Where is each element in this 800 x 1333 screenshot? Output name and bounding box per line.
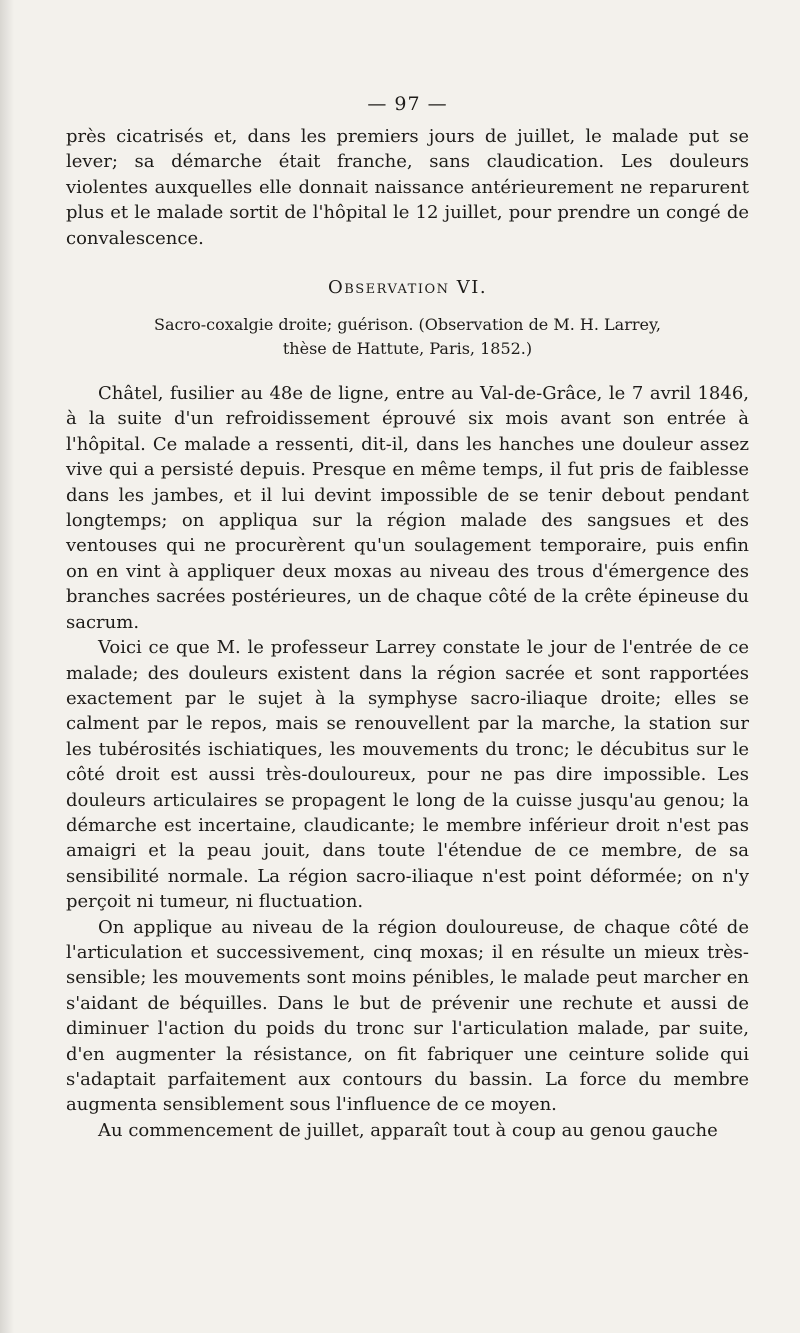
continuation-paragraph: près cicatrisés et, dans les premiers jours de juillet, le malade put se lever; sa démarche était franche, sans claudication. Les douleurs violentes auxquelles elle donnait naissance antérieurement ne reparurent plus et le malade sortit de l'hôpital le 12 juillet, pour prendre un congé de convalescence. bbox=[66, 126, 749, 249]
page-number: — 97 — bbox=[367, 93, 448, 115]
body-paragraph: Voici ce que M. le professeur Larrey constate le jour de l'entrée de ce malade; des douleurs existent dans la région sacrée et sont rapportées exactement par le sujet à la symphyse sacro-iliaque droite; elles se calment par le repos, mais se renouvellent par la marche, la station sur les tubérosités ischiatiques, les mouvements du tronc; le décubitus sur le côté droit est aussi très-douloureux, pour ne pas dire impossible. Les douleurs articulaires se propagent le long de la cuisse jusqu'au genou; la démarche est incertaine, claudicante; le membre inférieur droit n'est pas amaigri et la peau jouit, dans toute l'étendue de ce membre, de sa sensibilité normale. La région sacro-iliaque n'est point déformée; on n'y perçoit ni tumeur, ni fluctuation. bbox=[66, 637, 749, 913]
body-paragraph: On applique au niveau de la région douloureuse, de chaque côté de l'articulation et successivement, cinq moxas; il en résulte un mieux très-sensible; les mouvements sont moins pénibles, le malade peut marcher en s'aidant de béquilles. Dans le but de prévenir une rechute et aussi de diminuer l'action du poids du tronc sur l'articulation malade, par suite, d'en augmenter la résistance, on fit fabriquer une ceinture solide qui s'adaptait parfaitement aux contours du bassin. La force du membre augmenta sensiblement sous l'influence de ce moyen. bbox=[66, 916, 749, 1116]
observation-heading: Observation VI. bbox=[327, 277, 488, 299]
observation-subtitle-line: thèse de Hattute, Paris, 1852.) bbox=[282, 339, 533, 359]
observation-subtitle-line: Sacro-coxalgie droite; guérison. (Observation de M. H. Larrey, bbox=[154, 315, 661, 335]
book-page bbox=[66, 92, 749, 1143]
observation-subtitle bbox=[66, 313, 749, 361]
body-paragraph: Au commencement de juillet, apparaît tout à coup au genou gauche bbox=[98, 1119, 718, 1141]
page-edge-shadow bbox=[0, 0, 14, 1333]
body-paragraph: Châtel, fusilier au 48e de ligne, entre au Val-de-Grâce, le 7 avril 1846, à la suite d'un refroidissement éprouvé six mois avant son entrée à l'hôpital. Ce malade a ressenti, dit-il, dans les hanches une douleur assez vive qui a persisté depuis. Presque en même temps, il fut pris de faiblesse dans les jambes, et il lui devint impossible de se tenir debout pendant longtemps; on appliqua sur la région malade des sangsues et des ventouses qui ne procurèrent qu'un soulagement temporaire, puis enfin on en vint à appliquer deux moxas au niveau des trous d'émergence des branches sacrées postérieures, un de chaque côté de la crête épineuse du sacrum. bbox=[66, 383, 749, 633]
